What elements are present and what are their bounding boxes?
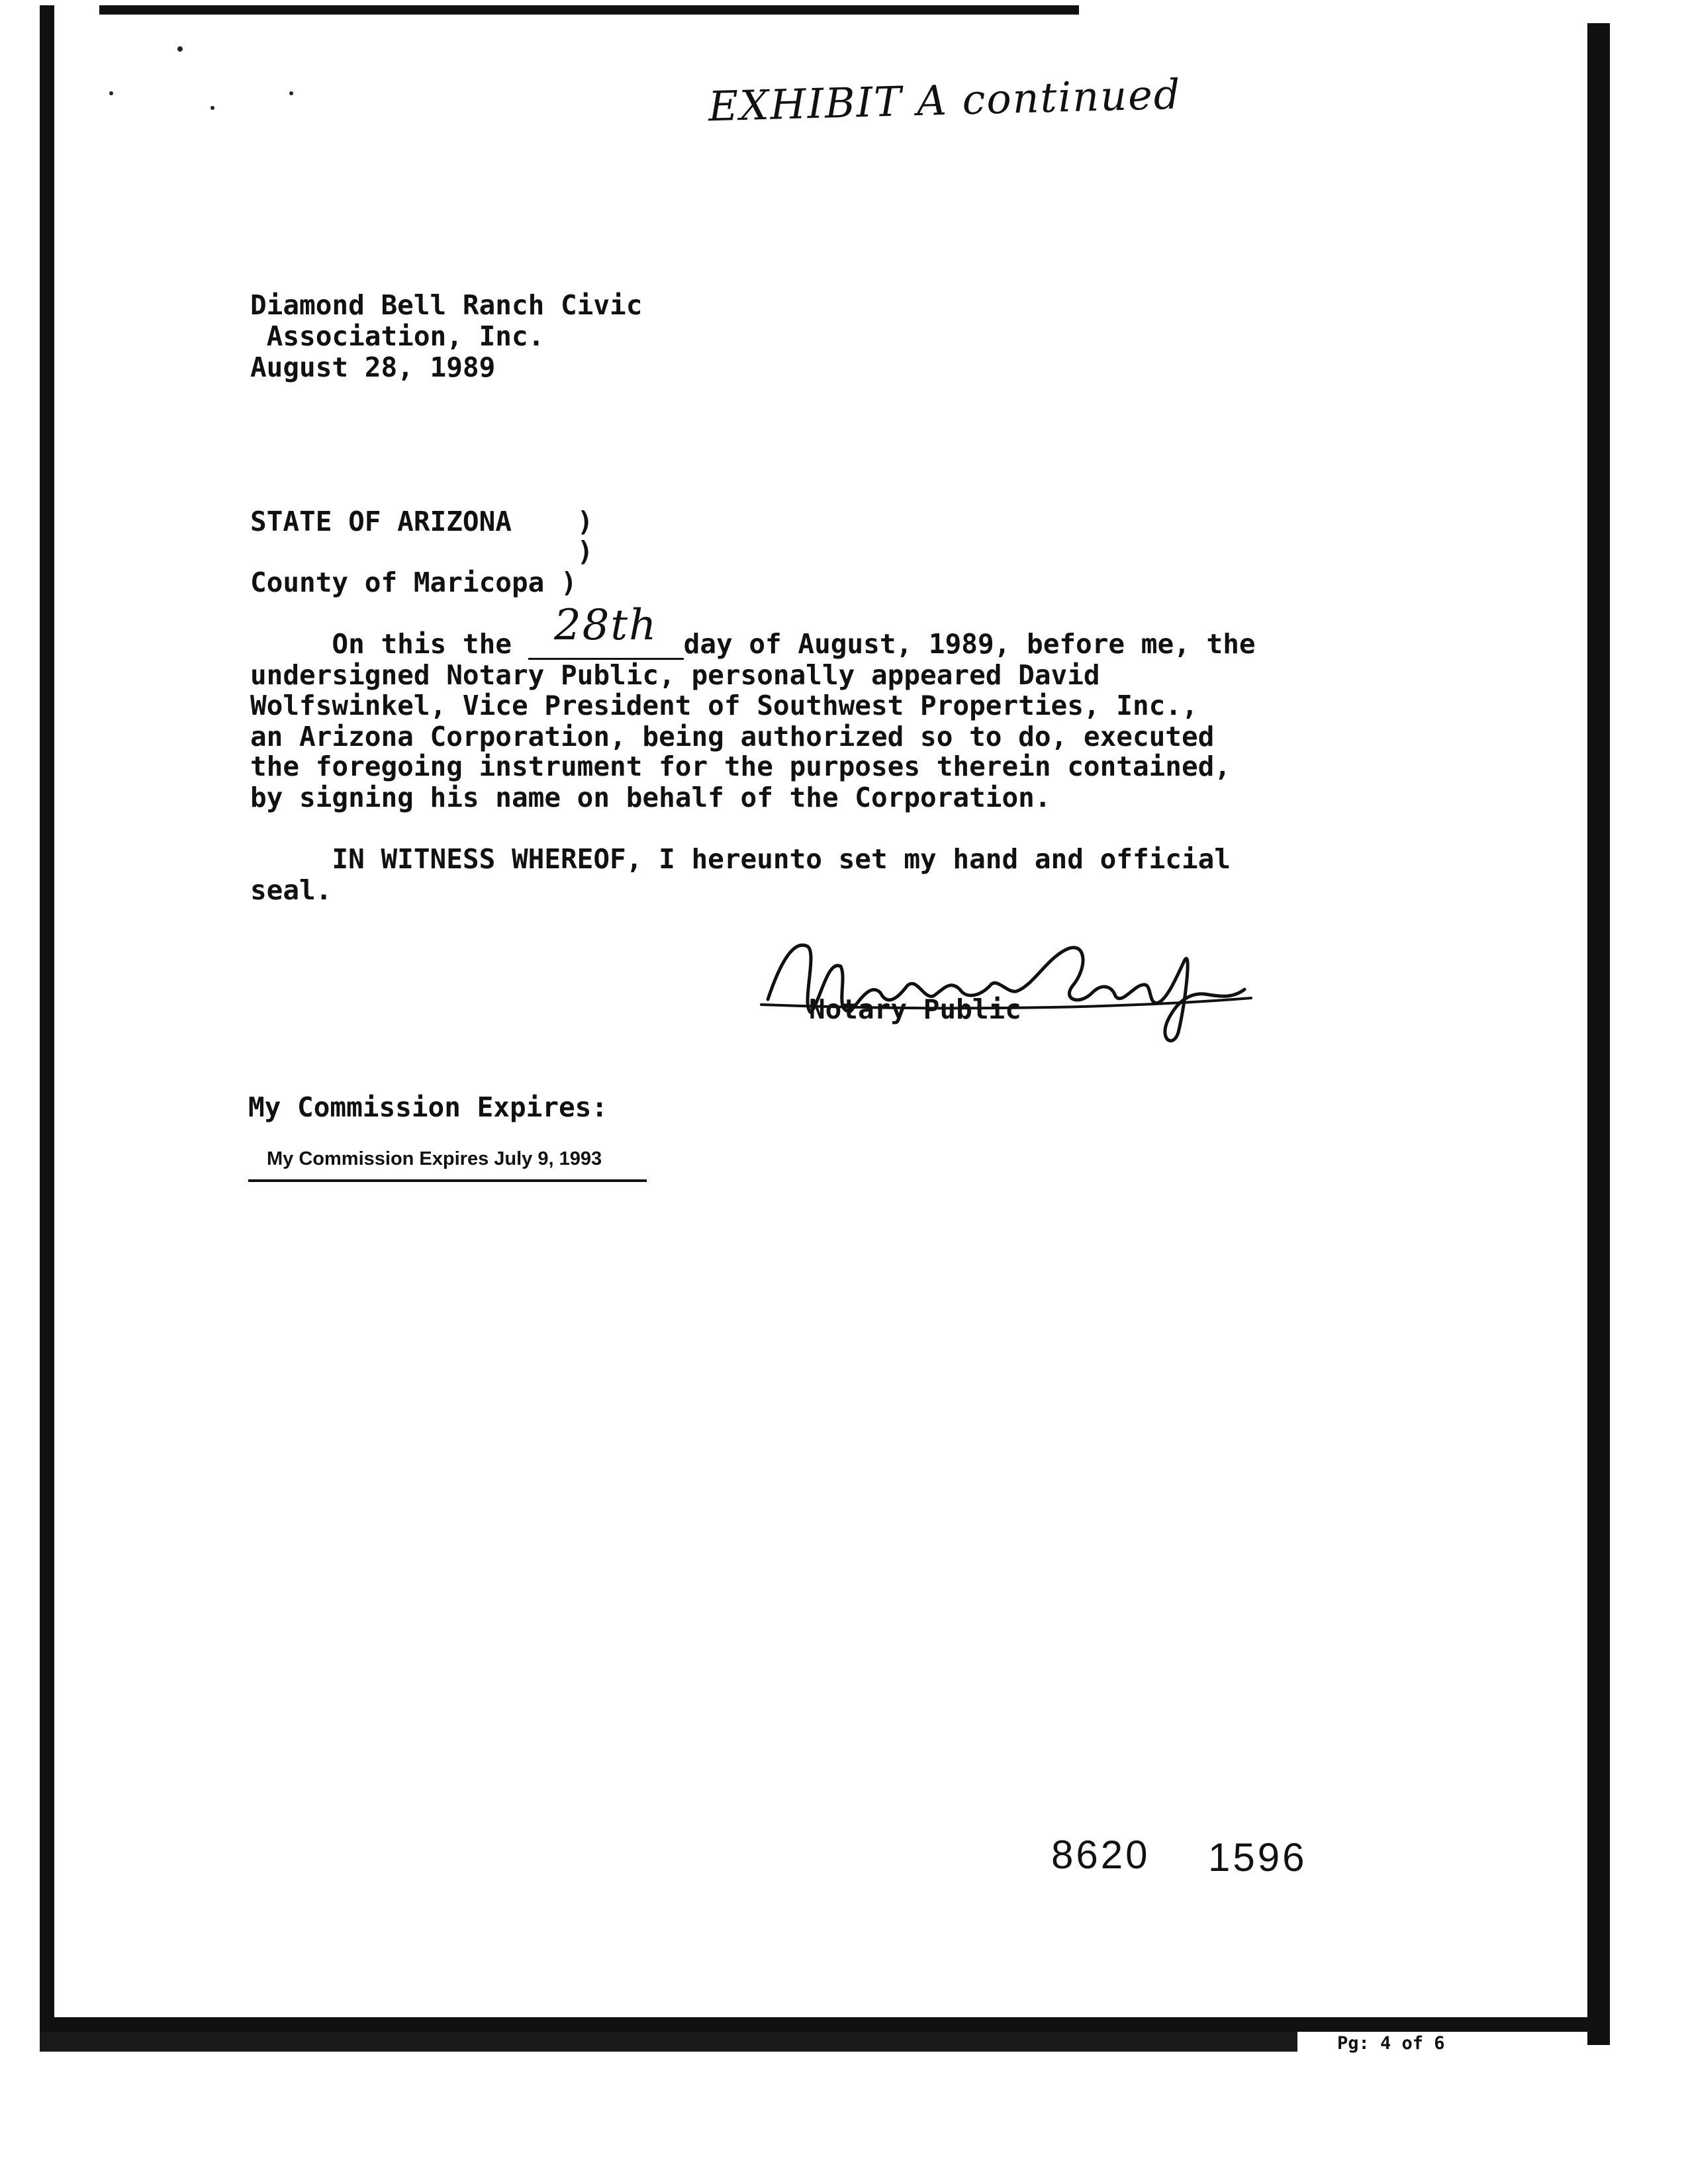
- acknowledgment-line-2: undersigned Notary Public, personally appeared David: [250, 659, 1100, 691]
- witness-line-1: IN WITNESS WHEREOF, I hereunto set my hand and official: [250, 843, 1231, 875]
- scan-border-right: [1587, 23, 1610, 2045]
- heading-line-1: Diamond Bell Ranch Civic: [250, 289, 643, 321]
- scan-speck: [109, 91, 113, 95]
- acknowledgment-line-3: Wolfswinkel, Vice President of Southwest Properties, Inc.,: [250, 690, 1198, 721]
- scan-speck: [211, 106, 214, 110]
- document-number-part-2: 1596: [1208, 1835, 1307, 1880]
- exhibit-note: EXHIBIT A continued: [708, 69, 1182, 131]
- commission-label: My Commission Expires:: [248, 1091, 608, 1123]
- venue-state: STATE OF ARIZONA ): [250, 506, 594, 537]
- commission-stamp: My Commission Expires July 9, 1993: [267, 1148, 602, 1169]
- notary-public-label: Notary Public: [809, 993, 1021, 1025]
- commission-rule: [248, 1179, 647, 1182]
- acknowledgment-line-6: by signing his name on behalf of the Corporation.: [250, 782, 1051, 813]
- scan-border-top: [99, 5, 1079, 15]
- day-handwritten: 28th: [553, 601, 658, 650]
- acknowledgment-after-day: day of August, 1989, before me, the: [683, 628, 1256, 660]
- document-number-part-1: 8620: [1051, 1833, 1150, 1877]
- heading-date: August 28, 1989: [250, 351, 496, 383]
- notary-signature: [755, 920, 1258, 1052]
- day-fill-blank: [528, 601, 684, 660]
- acknowledgment-line-1: [250, 601, 1256, 660]
- scan-border-bottom: [40, 2017, 1610, 2032]
- acknowledgment-line-4: an Arizona Corporation, being authorized so to do, executed: [250, 721, 1215, 752]
- acknowledgment-lead: On this the: [250, 628, 528, 660]
- page-indicator: Pg: 4 of 6: [1331, 2033, 1452, 2054]
- venue-paren: ): [250, 535, 594, 567]
- scan-speck: [177, 46, 183, 52]
- scan-noise-strip: [40, 2032, 1297, 2052]
- scan-speck: [289, 91, 293, 95]
- witness-line-2: seal.: [250, 874, 332, 906]
- acknowledgment-line-5: the foregoing instrument for the purposes therein contained,: [250, 751, 1231, 782]
- venue-county: County of Maricopa ): [250, 567, 577, 598]
- heading-line-2: Association, Inc.: [250, 320, 545, 352]
- scan-border-left: [40, 5, 54, 2024]
